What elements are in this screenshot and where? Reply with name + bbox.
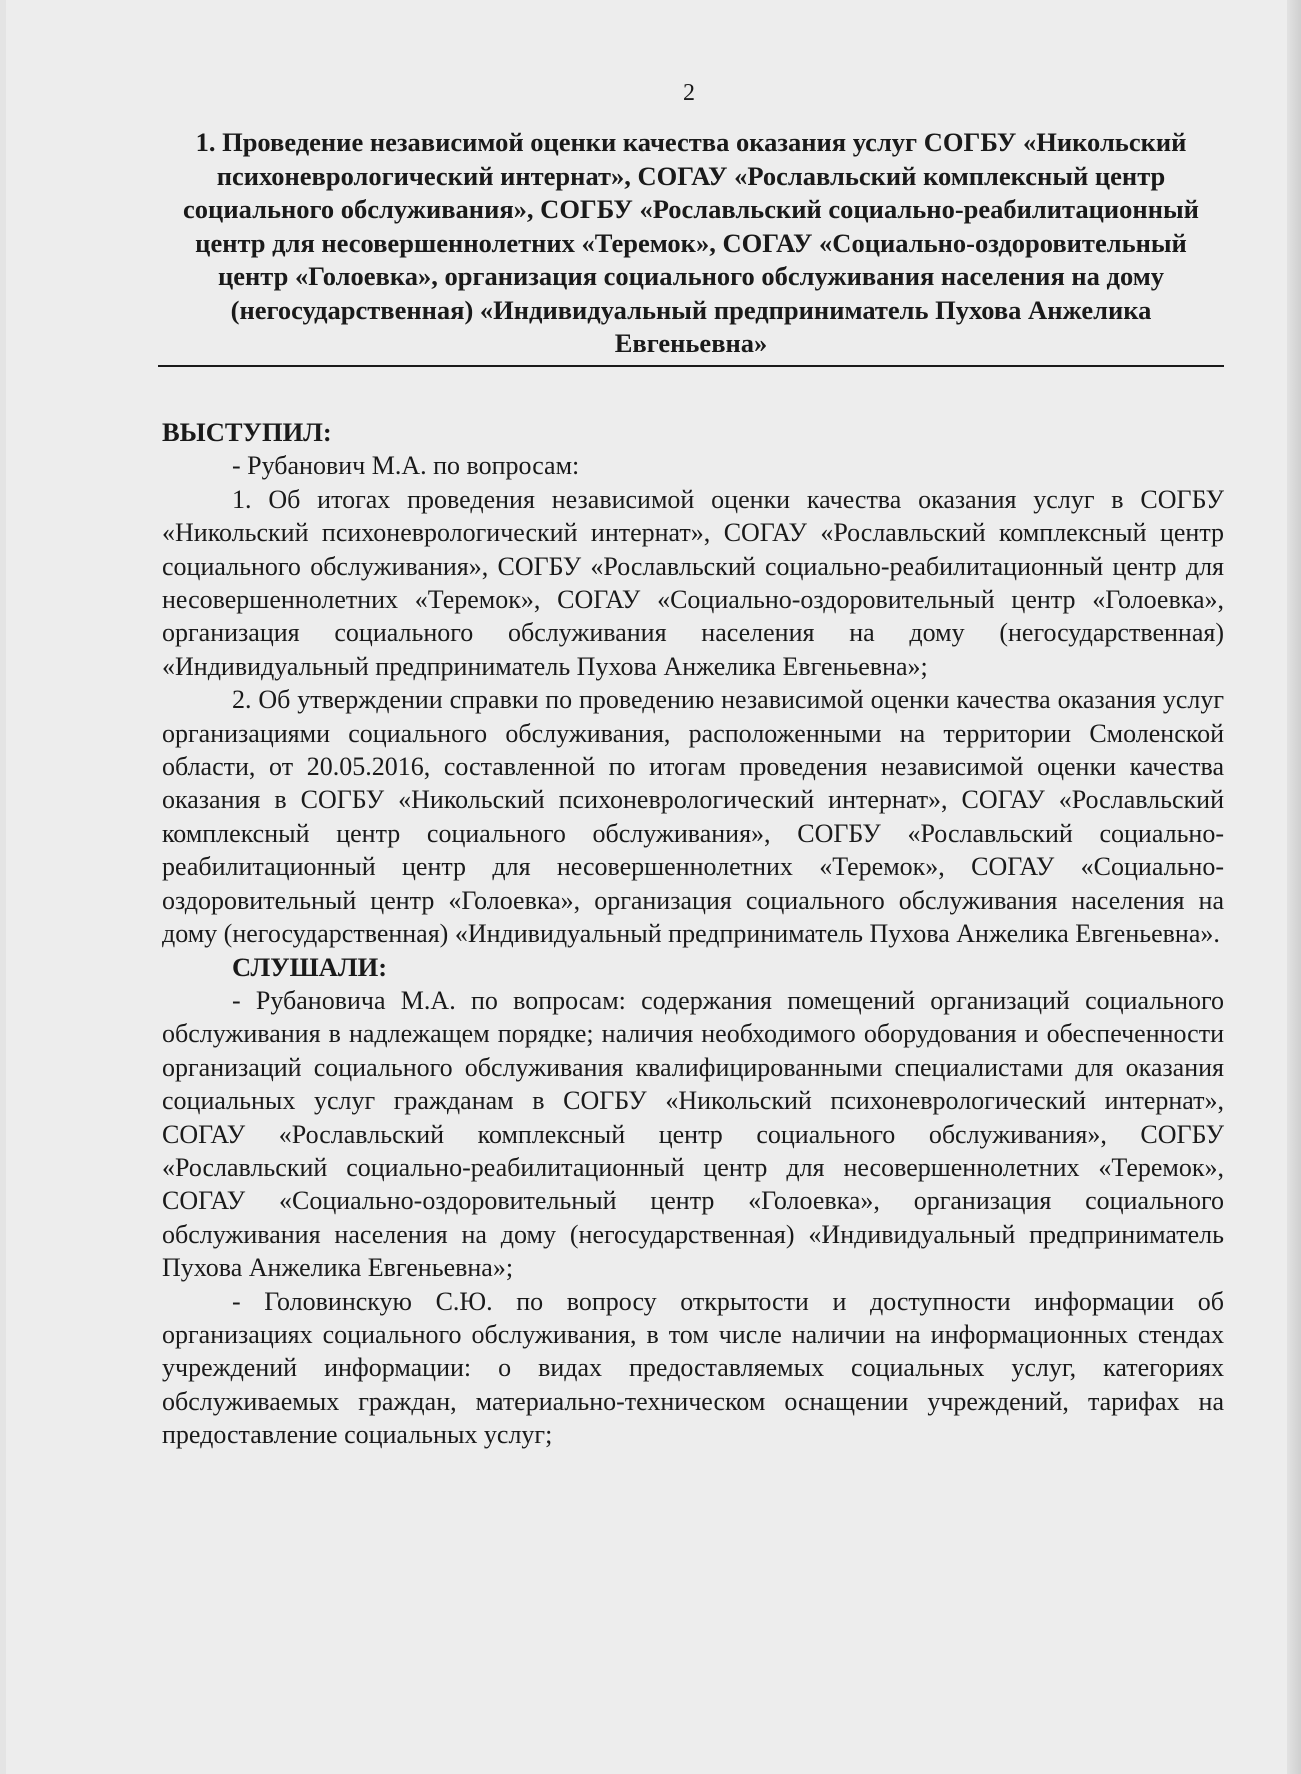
agenda-item-2: 2. Об утверждении справки по проведению независимой оценки качества оказания услуг организациями социального обслуживания, расположенными на территории Смоленской области, от 20.05.2016, составленной по итогам проведения независимой оценки качества оказания в СОГБУ «Никольский психоневрологический интернат», СОГАУ «Рославльский комплексный центр социального обслуживания», СОГБУ «Рославльский социально-реабилитационный центр для несовершеннолетних «Теремок», СОГАУ «Социально-оздоровительный центр «Голоевка», организация социального обслуживания населения на дому (негосударственная) «Индивидуальный предприниматель Пухова Анжелика Евгеньевна». [162,685,1224,949]
speaker-line: - Рубанович М.А. по вопросам: [232,451,580,481]
scan-left-edge [0,0,6,1774]
section-label-spoke: ВЫСТУПИЛ: [162,417,332,447]
agenda-heading: 1. Проведение независимой оценки качества оказания услуг СОГБУ «Никольский психоневрологический интернат», СОГАУ «Рославльский комплексный центр социального обслуживания», СОГБУ «Рославльский социально-реабилитационный центр для несовершеннолетних «Теремок», СОГАУ «Социально-оздоровительный центр «Голоевка», организация социального обслуживания населения на дому (негосударственная) «Индивидуальный предприниматель Пухова Анжелика Евгеньевна» [158,126,1224,367]
agenda-item-1: 1. Об итогах проведения независимой оценки качества оказания услуг в СОГБУ «Никольский психоневрологический интернат», СОГАУ «Рославльский комплексный центр социального обслуживания», СОГБУ «Рославльский социально-реабилитационный центр для несовершеннолетних «Теремок», СОГАУ «Социально-оздоровительный центр «Голоевка», организация социального обслуживания населения на дому (негосударственная) «Индивидуальный предприниматель Пухова Анжелика Евгеньевна»; [162,484,1224,681]
document-body [162,416,1224,1452]
section-label-heard: СЛУШАЛИ: [232,951,388,982]
page-number: 2 [683,80,695,106]
heard-paragraph-2: - Головинскую С.Ю. по вопросу открытости и доступности информации об организациях социального обслуживания, в том числе наличии на информационных стендах учреждений информации: о видах предоставляемых социальных услуг, категориях обслуживаемых граждан, материально-техническом оснащении учреждений, тарифах на предоставление социальных услуг; [162,1286,1224,1450]
scan-right-edge [1287,0,1301,1774]
heard-paragraph-1: - Рубановича М.А. по вопросам: содержания помещений организаций социального обслуживания в надлежащем порядке; наличия необходимого оборудования и обеспеченности организаций социального обслуживания квалифицированными специалистами для оказания социальных услуг гражданам в СОГБУ «Никольский психоневрологический интернат», СОГАУ «Рославльский комплексный центр социального обслуживания», СОГБУ «Рославльский социально-реабилитационный центр для несовершеннолетних «Теремок», СОГАУ «Социально-оздоровительный центр «Голоевка», организация социального обслуживания населения на дому (негосударственная) «Индивидуальный предприниматель Пухова Анжелика Евгеньевна»; [162,985,1224,1283]
